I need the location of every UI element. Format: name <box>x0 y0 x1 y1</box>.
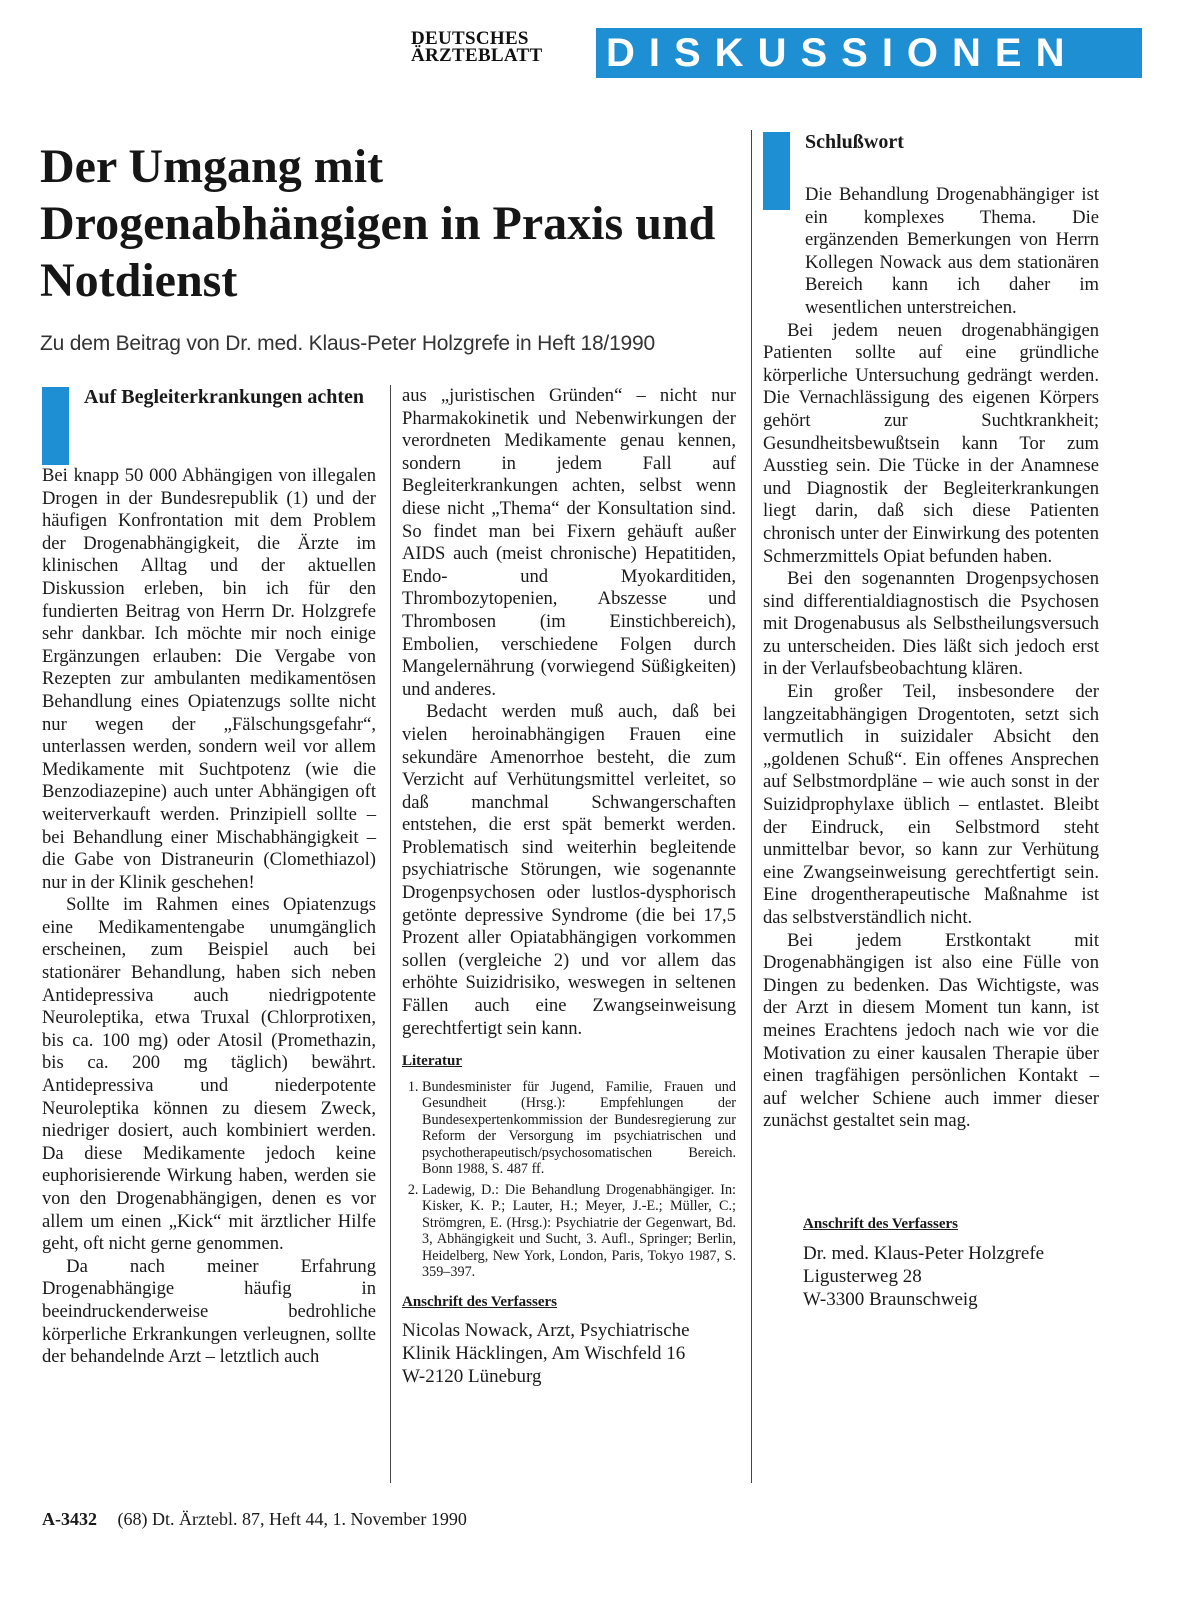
paragraph: Bei jedem neuen drogenabhängigen Patienten sollte auf eine gründliche körperliche Untersuchung gedrängt werden. Die Vernachlässigung des eigenen Körpers gehört zur Suchtkrankheit; Gesundheitsbewußtsein kann Tor zum Ausstieg sein. Die Tücke in der Anamnese und Diagnostik der Begleiterkrankungen liegt darin, daß sich diese Patienten chronisch unter der Einwirkung des potenten Schmerzmittels Opiat befunden haben. <box>763 319 1099 567</box>
address-line: W-2120 Lüneburg <box>402 1366 542 1388</box>
literature-list <box>402 1079 736 1281</box>
article-title: Der Umgang mit Drogenabhängigen in Praxis und Notdienst <box>40 140 716 307</box>
paragraph: Sollte im Rahmen eines Opiatenzugs eine Medikamentengabe unumgänglich erscheinen, zum Beispiel auch bei stationärer Behandlung, haben sich neben Antidepressiva auch niedrigpotente Neuroleptika, etwa Truxal (Chlorprotixen, bis ca. 100 mg) oder Atosil (Promethazin, bis ca. 200 mg täglich) bewährt. Antidepressiva und niederpotente Neuroleptika können zu diesem Zweck, niedriger dosiert, auch kombiniert werden. Da diese Medikamente jedoch keine euphorisierende Wirkung haben, werden sie von den Drogenabhängigen, denen es vor allem um einen „Kick“ mit ärztlicher Hilfe geht, oft nicht gerne genommen. <box>42 894 376 1255</box>
literature-item: 2. Ladewig, D.: Die Behandlung Drogenabhängiger. In: Kisker, K. P.; Lauter, H.; Meyer, J.-E.; Müller, C.; Strömgren, E. (Hrsg.): Psychiatrie der Gegenwart, Bd. 3, Abhängigkeit und Sucht, 3. Aufl., Springer; Berlin, Heidelberg, New York, London, Paris, Tokyo 1987, S. 359–397. <box>422 1182 736 1281</box>
letter-column-2 <box>402 385 736 1388</box>
journal-brand <box>411 30 591 64</box>
page-code: A-3432 <box>42 1509 97 1529</box>
page-footer <box>42 1509 467 1530</box>
author-address <box>803 1242 1099 1311</box>
reply-column <box>763 130 1099 1311</box>
letter-heading: Auf Begleiterkrankungen achten <box>84 386 364 408</box>
column-divider <box>390 385 391 1483</box>
citation: (68) Dt. Ärztebl. 87, Heft 44, 1. November 1990 <box>117 1509 467 1529</box>
paragraph: Bei knapp 50 000 Abhängigen von illegalen Drogen in der Bundesrepublik (1) und der häufigen Konfrontation mit dem Problem der Drogenabhängigkeit, die Ärzte im klinischen Alltag und der aktuellen Diskussion erleben, bin ich für den fundierten Beitrag von Herrn Dr. Holzgrefe sehr dankbar. Ich möchte mir noch einige Ergänzungen erlauben: Die Vergabe von Rezepten zur ambulanten medikamentösen Behandlung eines Opiatenzugs sollte nicht nur wegen der „Fälschungsgefahr“, unterlassen werden, sondern weil vor allem Medikamente mit Suchtpotenz (wie die Benzodiazepine) auch unter Abhängigen oft weiterverkauft werden. Prinzipiell sollte – bei Behandlung einer Mischabhängigkeit – die Gabe von Distraneurin (Clomethiazol) nur in der Klinik geschehen! <box>42 465 376 893</box>
author-address <box>402 1319 736 1388</box>
address-heading: Anschrift des Verfassers <box>402 1293 557 1310</box>
reply-heading-block <box>763 130 1099 210</box>
brand-line-1: DEUTSCHES <box>411 28 529 49</box>
column-divider <box>751 130 752 1483</box>
letter-heading-block <box>42 385 376 465</box>
literature-item: 1. Bundesminister für Jugend, Familie, Frauen und Gesundheit (Hrsg.): Empfehlungen der Bundesexpertenkommission der Bundesregierung zur Reform der Versorgung im psychiatrischen und psychotherapeutisch/psychosomatischen Bereich. Bonn 1988, S. 487 ff. <box>422 1079 736 1178</box>
paragraph: Bedacht werden muß auch, daß bei vielen heroinabhängigen Frauen eine sekundäre Amenorrhoe besteht, die zum Verzicht auf Verhütungsmittel verleitet, so daß manchmal Schwangerschaften entstehen, die erst spät bemerkt werden. Problematisch sind weiterhin begleitende psychiatrische Störungen, wie sogenannte Drogenpsychosen oder lustlos-dysphorisch getönte depressive Syndrome (die bei 17,5 Prozent aller Opiatabhängigen vorkommen sollen (vergleiche 2) und vor allem das erhöhte Suizidrisiko, weswegen in seltenen Fällen auch eine Zwangseinweisung gerechtfertigt sein kann. <box>402 701 736 1039</box>
literature-heading: Literatur <box>402 1053 462 1070</box>
reply-heading: Schlußwort <box>805 131 904 153</box>
letter-column-1 <box>42 385 376 1369</box>
masthead <box>411 30 591 64</box>
paragraph: Bei jedem Erstkontakt mit Drogenabhängigen ist also eine Fülle von Dingen zu bedenken. Das Wichtigste, was der Arzt in diesem Moment tun kann, ist meines Erachtens jedoch nach wie vor die Motivation zu einer kausalen Therapie über einen tragfähigen persönlichen Kontakt – auf welcher Schiene auch immer dieser zunächst gestaltet sein mag. <box>763 929 1099 1132</box>
section-banner: DISKUSSIONEN <box>596 28 1142 78</box>
address-heading: Anschrift des Verfassers <box>803 1215 958 1232</box>
paragraph: Bei den sogenannten Drogenpsychosen sind differentialdiagnostisch die Psychosen mit Drogenabusus als Selbstheilungsversuch zu unterscheiden. Dies läßt sich jedoch erst in der Verlaufsbeobachtung klären. <box>763 568 1099 680</box>
paragraph: Die Behandlung Drogenabhängiger ist ein komplexes Thema. Die ergänzenden Bemerkungen von Herrn Kollegen Nowack aus dem stationären Bereich kann ich daher im wesentlichen unterstreichen. <box>805 184 1099 318</box>
address-line: Ligusterweg 28 <box>803 1265 922 1287</box>
address-line: Nicolas Nowack, Arzt, Psychiatrische <box>402 1320 690 1342</box>
address-line: W-3300 Braunschweig <box>803 1288 978 1310</box>
accent-bar <box>763 132 790 210</box>
brand-line-2: ÄRZTEBLATT <box>411 45 543 66</box>
paragraph: Da nach meiner Erfahrung Drogenabhängige häufig in beeindruckenderweise bedrohliche körperliche Erkrankungen verleugnen, sollte der behandelnde Arzt – letztlich auch <box>42 1255 376 1368</box>
paragraph: aus „juristischen Gründen“ – nicht nur Pharmakokinetik und Nebenwirkungen der verordneten Medikamente genau kennen, sondern in jedem Fall auf Begleiterkrankungen achten, selbst wenn diese nicht „Thema“ der Konsultation sind. So findet man bei Fixern gehäuft außer AIDS auch (meist chronische) Hepatitiden, Endo- und Myokarditiden, Thrombozytopenien, Abszesse und Thrombosen (im Einstichbereich), Embolien, verschiedene Folgen durch Mangelernährung (vorwiegend Süßigkeiten) und anderes. <box>402 385 736 700</box>
accent-bar <box>42 387 69 465</box>
address-line: Dr. med. Klaus-Peter Holzgrefe <box>803 1242 1045 1264</box>
address-line: Klinik Häcklingen, Am Wischfeld 16 <box>402 1343 686 1365</box>
paragraph: Ein großer Teil, insbesondere der langzeitabhängigen Drogentoten, setzt sich vermutlich in suizidaler Absicht den „goldenen Schuß“. Ein offenes Ansprechen auf Selbstmordpläne – wie auch sonst in der Suizidprophylaxe üblich – entlastet. Bleibt der Eindruck, ein Selbstmord steht unmittelbar bevor, so kann zur Verhütung eine Zwangseinweisung gerechtfertigt sein. Eine drogentherapeutische Maßnahme ist das selbstverständlich nicht. <box>763 681 1099 928</box>
article-subtitle: Zu dem Beitrag von Dr. med. Klaus-Peter Holzgrefe in Heft 18/1990 <box>40 332 655 355</box>
